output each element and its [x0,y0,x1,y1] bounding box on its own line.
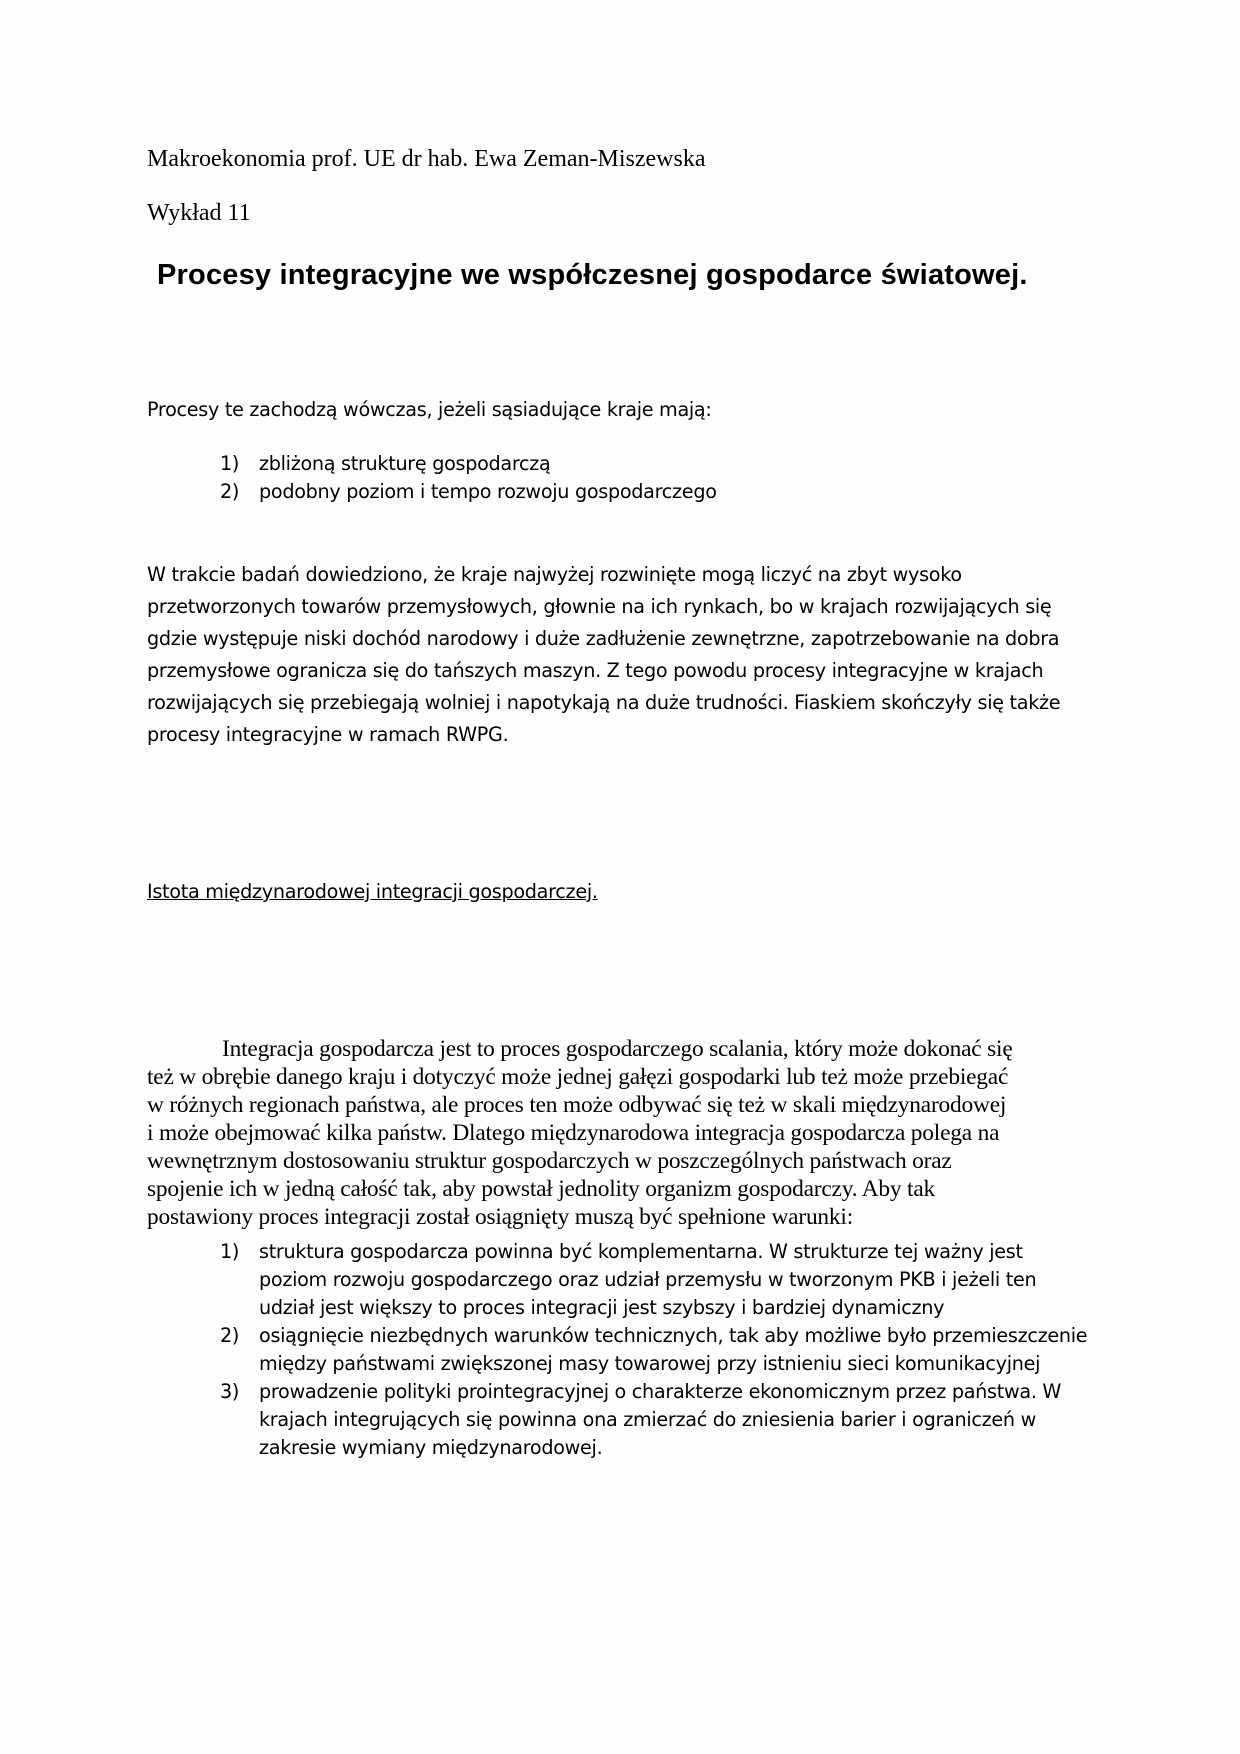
condition-line: poziom rozwoju gospodarczego oraz udział przemysłu w tworzonym PKB i jeżeli ten [259,1268,1037,1291]
list-number: 2) [220,480,240,503]
condition-number: 1) [220,1240,240,1263]
paragraph-line: i może obejmować kilka państw. Dlatego międzynarodowa integracja gospodarcza polega na [147,1120,1000,1146]
paragraph-line: gdzie występuje niski dochód narodowy i duże zadłużenie zewnętrzne, zapotrzebowanie na dobra [147,627,1060,650]
condition-line: między państwami zwiększonej masy towarowej przy istnieniu sieci komunikacyjnej [259,1352,1041,1375]
paragraph-line: przetworzonych towarów przemysłowych, głownie na ich rynkach, bo w krajach rozwijających się [147,595,1052,618]
paragraph-line: w różnych regionach państwa, ale proces ten może odbywać się też w skali międzynarodowej [147,1092,1007,1118]
section-heading: Istota międzynarodowej integracji gospodarczej. [147,880,598,903]
paragraph-line: spojenie ich w jedną całość tak, aby powstał jednolity organizm gospodarczy. Aby tak [147,1176,936,1202]
condition-line: struktura gospodarcza powinna być komplementarna. W strukturze tej ważny jest [259,1240,1023,1263]
condition-number: 3) [220,1380,240,1403]
intro-lead: Procesy te zachodzą wówczas, jeżeli sąsiadujące kraje mają: [147,398,712,421]
page-title: Procesy integracyjne we współczesnej gospodarce światowej. [157,259,1028,291]
list-text: zbliżoną strukturę gospodarczą [259,452,551,475]
list-text: podobny poziom i tempo rozwoju gospodarczego [259,480,717,503]
condition-line: osiągnięcie niezbędnych warunków technicznych, tak aby możliwe było przemieszczenie [259,1324,1088,1347]
condition-number: 2) [220,1324,240,1347]
paragraph-line: procesy integracyjne w ramach RWPG. [147,723,509,746]
condition-line: prowadzenie polityki prointegracyjnej o charakterze ekonomicznym przez państwa. W [259,1380,1062,1403]
condition-line: zakresie wymiany międzynarodowej. [259,1436,603,1459]
paragraph-line: postawiony proces integracji został osiągnięty muszą być spełnione warunki: [147,1204,854,1230]
condition-line: udział jest większy to proces integracji jest szybszy i bardziej dynamiczny [259,1296,945,1319]
paragraph-line: też w obrębie danego kraju i dotyczyć może jednej gałęzi gospodarki lub też może przebiegać [147,1064,1009,1090]
paragraph-line: Integracja gospodarcza jest to proces gospodarczego scalania, który może dokonać się [222,1036,1013,1062]
paragraph-line: wewnętrznym dostosowaniu struktur gospodarczych w poszczególnych państwach oraz [147,1148,952,1174]
list-number: 1) [220,452,240,475]
paragraph-line: rozwijających się przebiegają wolniej i napotykają na duże trudności. Fiaskiem skończyły się także [147,691,1061,714]
paragraph-line: przemysłowe ogranicza się do tańszych maszyn. Z tego powodu procesy integracyjne w krajach [147,659,1044,682]
condition-line: krajach integrujących się powinna ona zmierzać do zniesienia barier i ograniczeń w [259,1408,1036,1431]
paragraph-line: W trakcie badań dowiedziono, że kraje najwyżej rozwinięte mogą liczyć na zbyt wysoko [147,563,962,586]
course-header: Makroekonomia prof. UE dr hab. Ewa Zeman-Miszewska [147,146,706,172]
lecture-number: Wykład 11 [147,200,251,226]
